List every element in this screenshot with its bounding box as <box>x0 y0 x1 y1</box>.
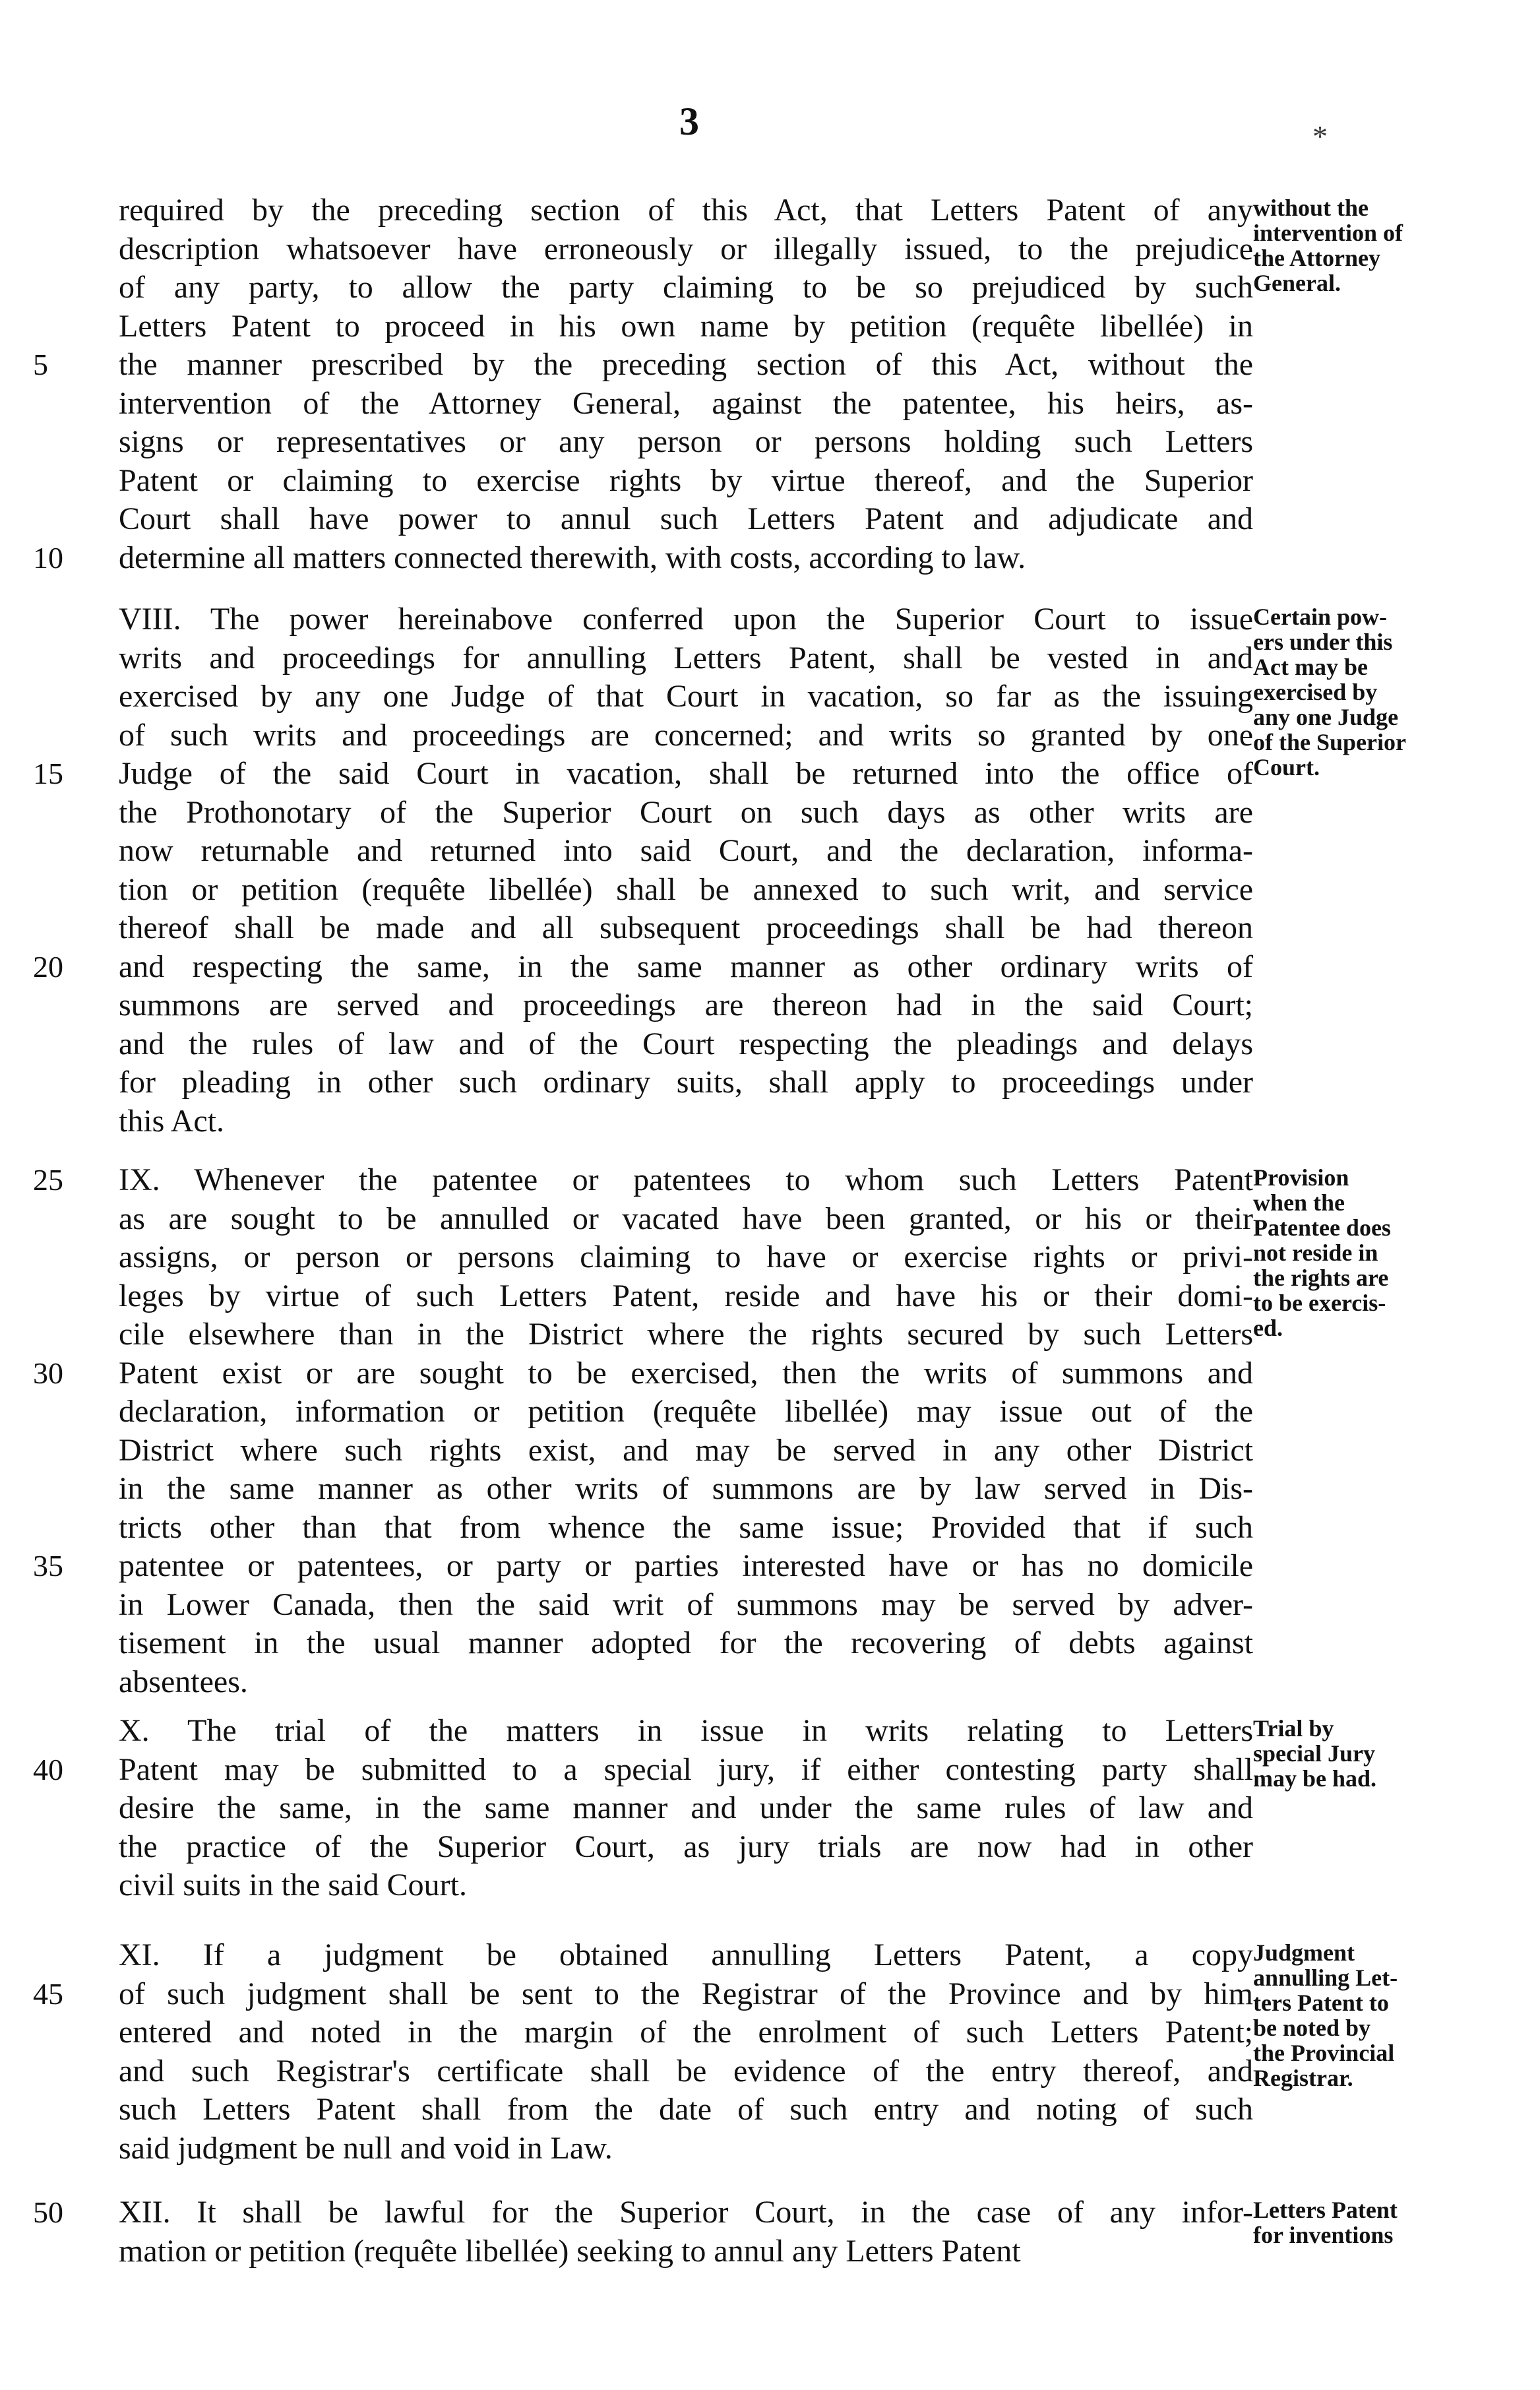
line-text: and the rules of law and of the Court respecting the pleadings and delays <box>119 1026 1253 1061</box>
line-text: for pleading in other such ordinary suits, shall apply to proceedings under <box>119 1065 1253 1100</box>
margin-note <box>1253 195 1530 296</box>
margin-note-line: not reside in <box>1253 1240 1378 1266</box>
text-line <box>0 1586 1540 1625</box>
text-line <box>0 307 1540 347</box>
line-text: mation or petition (requête libellée) seeking to annul any Letters Patent <box>119 2233 1021 2269</box>
line-text: thereof shall be made and all subsequent proceedings shall be had thereon <box>119 910 1253 945</box>
text-line <box>0 1828 1540 1868</box>
line-text: summons are served and proceedings are thereon had in the said Court; <box>119 988 1253 1022</box>
line-text: absentees. <box>119 1664 248 1699</box>
text-line <box>0 1509 1540 1548</box>
margin-note-line: ed. <box>1253 1315 1283 1341</box>
margin-note-line: exercised by <box>1253 679 1378 705</box>
text-line <box>0 1470 1540 1509</box>
line-text: desire the same, in the same manner and under the same rules of law and <box>119 1790 1253 1825</box>
margin-note-line: annulling Let- <box>1253 1965 1398 1991</box>
text-line <box>0 462 1540 501</box>
margin-note-line: of the Superior <box>1253 729 1406 755</box>
line-number: 25 <box>33 1163 63 1197</box>
line-text: and such Registrar's certificate shall be evidence of the entry thereof, and <box>119 2053 1253 2089</box>
line-text: tion or petition (requête libellée) shall be annexed to such writ, and service <box>119 871 1253 907</box>
line-text: leges by virtue of such Letters Patent, reside and have his or their domi- <box>119 1278 1253 1313</box>
line-text: the Prothonotary of the Superior Court on such days as other writs are <box>119 794 1253 830</box>
line-number: 20 <box>33 949 63 984</box>
line-text: civil suits in the said Court. <box>119 1868 467 1903</box>
line-text: Letters Patent to proceed in his own name by petition (requête libellée) in <box>119 308 1253 344</box>
line-text: in Lower Canada, then the said writ of summons may be served by adver- <box>119 1587 1253 1622</box>
page-number: 3 <box>679 100 699 143</box>
margin-note <box>1253 1940 1530 2091</box>
margin-note-line: when the <box>1253 1189 1345 1216</box>
text-line <box>0 1789 1540 1829</box>
margin-note-line: Court. <box>1253 754 1320 780</box>
text-line <box>0 794 1540 833</box>
line-text: XI. If a judgment be obtained annulling Letters Patent, a copy <box>119 1937 1253 1972</box>
line-text: required by the preceding section of this Act, that Letters Patent of any <box>119 193 1253 228</box>
line-text: entered and noted in the margin of the enrolment of such Letters Patent; <box>119 2015 1253 2050</box>
margin-note-line: ers under this <box>1253 629 1393 655</box>
margin-note-line: without the <box>1253 195 1369 221</box>
line-text: of any party, to allow the party claiming to be so prejudiced by such <box>119 270 1253 305</box>
line-text: VIII. The power hereinabove conferred upon the Superior Court to issue <box>119 602 1253 637</box>
line-text: signs or representatives or any person or persons holding such Letters <box>119 424 1253 459</box>
line-text: as are sought to be annulled or vacated have been granted, or his or their <box>119 1201 1253 1236</box>
margin-note-line: Letters Patent <box>1253 2197 1398 2223</box>
line-text: said judgment be null and void in Law. <box>119 2130 613 2166</box>
line-number: 40 <box>33 1752 63 1786</box>
line-text: determine all matters connected therewith, with costs, according to law. <box>119 540 1026 575</box>
line-text: tisement in the usual manner adopted for the recovering of debts against <box>119 1625 1253 1660</box>
line-text: Patent may be submitted to a special jury, if either contesting party shall <box>119 1751 1253 1787</box>
text-line <box>0 1431 1540 1471</box>
line-text: in the same manner as other writs of summons are by law served in Dis- <box>119 1471 1253 1506</box>
margin-note-line: Registrar. <box>1253 2065 1353 2091</box>
margin-note-line: be noted by <box>1253 2015 1371 2041</box>
line-number: 15 <box>33 757 63 790</box>
text-line <box>0 1102 1540 1142</box>
margin-note-line: Provision <box>1253 1164 1349 1191</box>
margin-note <box>1253 1716 1530 1791</box>
text-line <box>0 832 1540 871</box>
margin-note-line: Trial by <box>1253 1715 1334 1742</box>
margin-note-line: to be exercis- <box>1253 1290 1386 1316</box>
margin-note-line: the Provincial <box>1253 2040 1395 2066</box>
text-line <box>0 1063 1540 1103</box>
text-line <box>0 423 1540 462</box>
line-text: and respecting the same, in the same manner as other ordinary writs of <box>119 949 1253 984</box>
margin-note-line: ters Patent to <box>1253 1990 1389 2016</box>
line-text: tricts other than that from whence the same issue; Provided that if such <box>119 1509 1253 1545</box>
line-text: X. The trial of the matters in issue in writs relating to Letters <box>119 1713 1253 1748</box>
text-line <box>0 986 1540 1026</box>
line-text: Patent exist or are sought to be exercised, then the writs of summons and <box>119 1355 1253 1391</box>
line-text: declaration, information or petition (requête libellée) may issue out of the <box>119 1394 1253 1429</box>
margin-note-line: intervention of <box>1253 220 1403 246</box>
margin-note-line: General. <box>1253 270 1341 296</box>
margin-note-line: special Jury <box>1253 1740 1375 1767</box>
margin-note-line: Certain pow- <box>1253 604 1387 630</box>
text-line <box>0 1354 1540 1394</box>
line-text: of such judgment shall be sent to the Registrar of the Province and by him <box>119 1976 1253 2011</box>
text-line <box>0 948 1540 988</box>
margin-note-line: for inventions <box>1253 2222 1394 2248</box>
line-number: 50 <box>33 2195 63 2229</box>
line-text: the manner prescribed by the preceding section of this Act, without the <box>119 347 1253 382</box>
line-text: assigns, or person or persons claiming to have or exercise rights or privi- <box>119 1240 1253 1274</box>
text-line <box>0 1025 1540 1065</box>
line-text: Patent or claiming to exercise rights by virtue thereof, and the Superior <box>119 462 1253 498</box>
margin-note-line: Act may be <box>1253 654 1368 680</box>
text-line <box>0 346 1540 385</box>
line-text: intervention of the Attorney General, against the patentee, his heirs, as- <box>119 385 1253 421</box>
margin-note-line: Judgment <box>1253 1939 1355 1966</box>
line-text: patentee or patentees, or party or parties interested have or has no domicile <box>119 1548 1253 1583</box>
margin-note-line: Patentee does <box>1253 1214 1391 1241</box>
text-line <box>0 871 1540 910</box>
margin-note <box>1253 1165 1530 1340</box>
line-number: 45 <box>33 1976 63 2011</box>
line-text: writs and proceedings for annulling Letters Patent, shall be vested in and <box>119 640 1253 676</box>
line-text: District where such rights exist, and may be served in any other District <box>119 1432 1253 1468</box>
line-text: description whatsoever have erroneously or illegally issued, to the prejudice <box>119 231 1253 267</box>
line-text: such Letters Patent shall from the date of such entry and noting of such <box>119 2092 1253 2127</box>
text-line <box>0 1547 1540 1587</box>
line-text: cile elsewhere than in the District where the rights secured by such Letters <box>119 1317 1253 1352</box>
line-number: 10 <box>33 540 63 575</box>
line-text: this Act. <box>119 1103 225 1139</box>
text-line <box>0 539 1540 579</box>
text-line <box>0 500 1540 540</box>
margin-note-line: the Attorney <box>1253 245 1380 271</box>
text-line <box>0 1393 1540 1432</box>
line-text: now returnable and returned into said Court, and the declaration, informa- <box>119 833 1253 868</box>
line-text: IX. Whenever the patentee or patentees to whom such Letters Patent <box>119 1162 1253 1197</box>
margin-note <box>1253 2197 1530 2248</box>
line-text: Court shall have power to annul such Letters Patent and adjudicate and <box>119 501 1253 536</box>
line-text: the practice of the Superior Court, as jury trials are now had in other <box>119 1829 1253 1864</box>
line-text: exercised by any one Judge of that Court in vacation, so far as the issuing <box>119 679 1253 714</box>
margin-note-line: may be had. <box>1253 1765 1377 1792</box>
text-line <box>0 1624 1540 1664</box>
margin-note-line: any one Judge <box>1253 704 1399 730</box>
line-text: XII. It shall be lawful for the Superior Court, in the case of any infor- <box>119 2195 1253 2230</box>
text-line <box>0 385 1540 424</box>
ornament-mark: * <box>1312 119 1328 153</box>
line-text: Judge of the said Court in vacation, shall be returned into the office of <box>119 756 1253 791</box>
text-line <box>0 1663 1540 1703</box>
line-text: of such writs and proceedings are concerned; and writs so granted by one <box>119 717 1253 753</box>
text-line <box>0 909 1540 949</box>
text-line <box>0 1866 1540 1906</box>
line-number: 35 <box>33 1549 63 1583</box>
margin-note <box>1253 604 1530 780</box>
text-line <box>0 2129 1540 2169</box>
line-number: 5 <box>33 348 48 381</box>
line-number: 30 <box>33 1356 63 1390</box>
text-line <box>0 2091 1540 2130</box>
margin-note-line: the rights are <box>1253 1265 1389 1291</box>
